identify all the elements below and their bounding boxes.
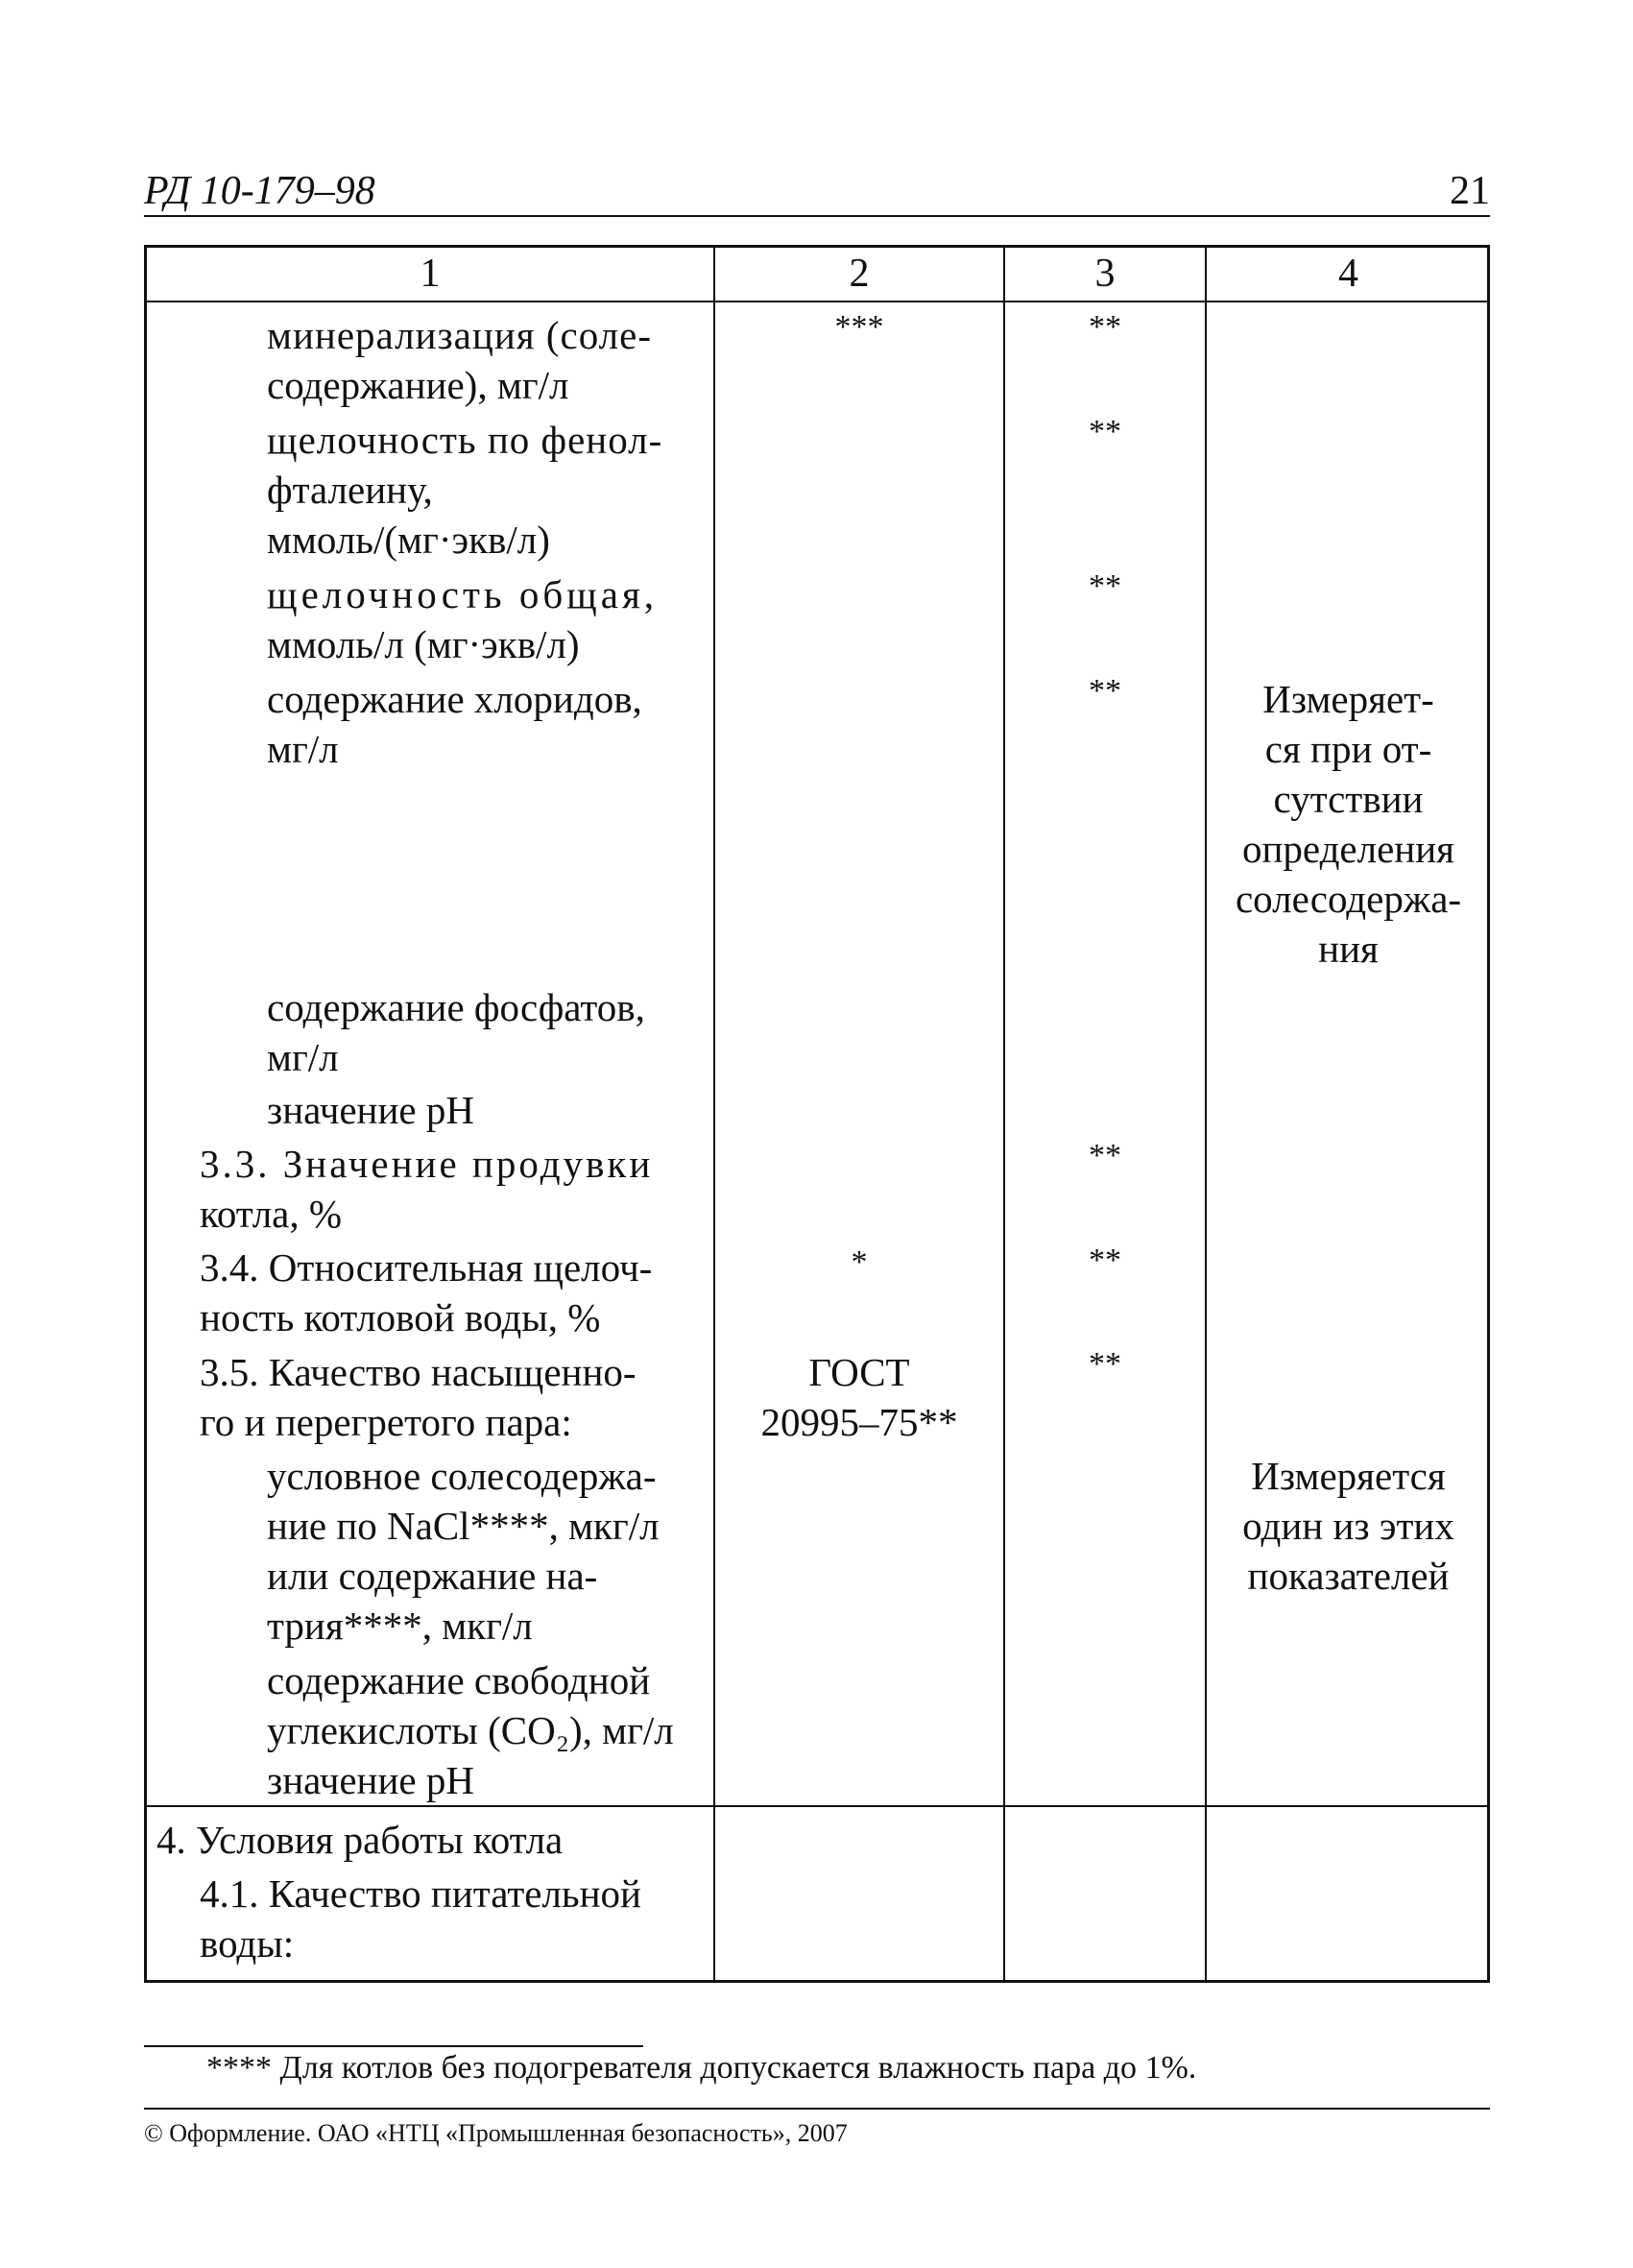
cell-mark: *** [834,309,884,345]
column-header-4: 4 [1338,252,1358,296]
cell-text: воды: [200,1921,295,1966]
footer-rule [144,2108,1490,2110]
column-header-2: 2 [849,252,870,296]
cell-text: или содержание на- [267,1554,598,1598]
cell-text: трия****, мкг/л [267,1604,533,1648]
cell-text: котла, % [200,1192,343,1236]
cell-mark: ** [1089,673,1121,709]
cell-mark: ** [1089,1138,1121,1173]
cell-text: мг/л [267,727,339,771]
cell-text: значение pH [267,1088,474,1132]
requirements-table [144,245,1490,1983]
cell-text: минерализация (соле- [267,313,652,357]
cell-text: солесодержа- [1235,877,1462,921]
copyright: © Оформление. ОАО «НТЦ «Промышленная безопасность», 2007 [144,2119,848,2147]
column-divider [713,248,715,1980]
cell-text: фталеину, [267,468,433,512]
cell-text: содержание свободной [267,1658,651,1702]
cell-text: ммоль/(мг·экв/л) [267,518,550,562]
cell-text: 4.1. Качество питательной [200,1871,641,1916]
column-header-3: 3 [1094,252,1116,296]
cell-text: ся при от- [1264,727,1432,771]
cell-text: щелочность общая, [267,572,659,616]
cell-text: 3.5. Качество насыщенно- [200,1350,636,1394]
cell-text: Измеряет- [1262,677,1434,721]
cell-text: мг/л [267,1035,339,1079]
cell-text: ммоль/л (мг·экв/л) [267,622,580,666]
cell-text: показателей [1247,1554,1450,1598]
cell-text: углекислоты (CO₂), мг/л [267,1708,674,1752]
cell-mark: * [851,1244,868,1280]
cell-text: 4. Условия работы котла [156,1818,564,1862]
cell-text: ние по NaCl****, мкг/л [267,1504,660,1548]
header-row-divider [147,301,1487,302]
cell-text: содержание хлоридов, [267,677,642,721]
column-divider [1205,248,1207,1980]
row-divider [147,1805,1487,1807]
page-header [144,168,1490,216]
cell-text: определения [1241,827,1455,871]
cell-text: го и перегретого пара: [200,1400,572,1444]
document-code: РД 10-179–98 [144,169,375,213]
cell-text: сутствии [1273,777,1424,821]
cell-mark: ** [1089,568,1121,604]
cell-text: содержание фосфатов, [267,985,645,1029]
column-divider [1003,248,1005,1980]
column-header-1: 1 [420,252,441,296]
cell-text: ния [1318,927,1379,971]
footnote: **** Для котлов без подогревателя допускается влажность пара до 1%. [206,2050,1197,2086]
cell-text: 20995–75** [760,1400,958,1444]
cell-mark: ** [1089,309,1121,345]
cell-text: значение pH [267,1758,474,1802]
cell-mark: ** [1089,1243,1121,1278]
cell-text: содержание), мг/л [267,363,569,407]
cell-mark: ** [1089,414,1121,449]
cell-text: Измеряется [1251,1454,1446,1498]
cell-text: ГОСТ [808,1350,910,1394]
header-rule [144,215,1490,217]
cell-text: 3.4. Относительная щелоч- [200,1245,653,1290]
cell-text: ность котловой воды, % [200,1295,601,1339]
cell-text: условное солесодержа- [267,1454,657,1498]
cell-mark: ** [1089,1346,1121,1382]
cell-text: 3.3. Значение продувки [200,1142,654,1186]
cell-text: щелочность по фенол- [267,418,663,462]
cell-text: один из этих [1242,1504,1454,1548]
page-number: 21 [1450,169,1490,213]
